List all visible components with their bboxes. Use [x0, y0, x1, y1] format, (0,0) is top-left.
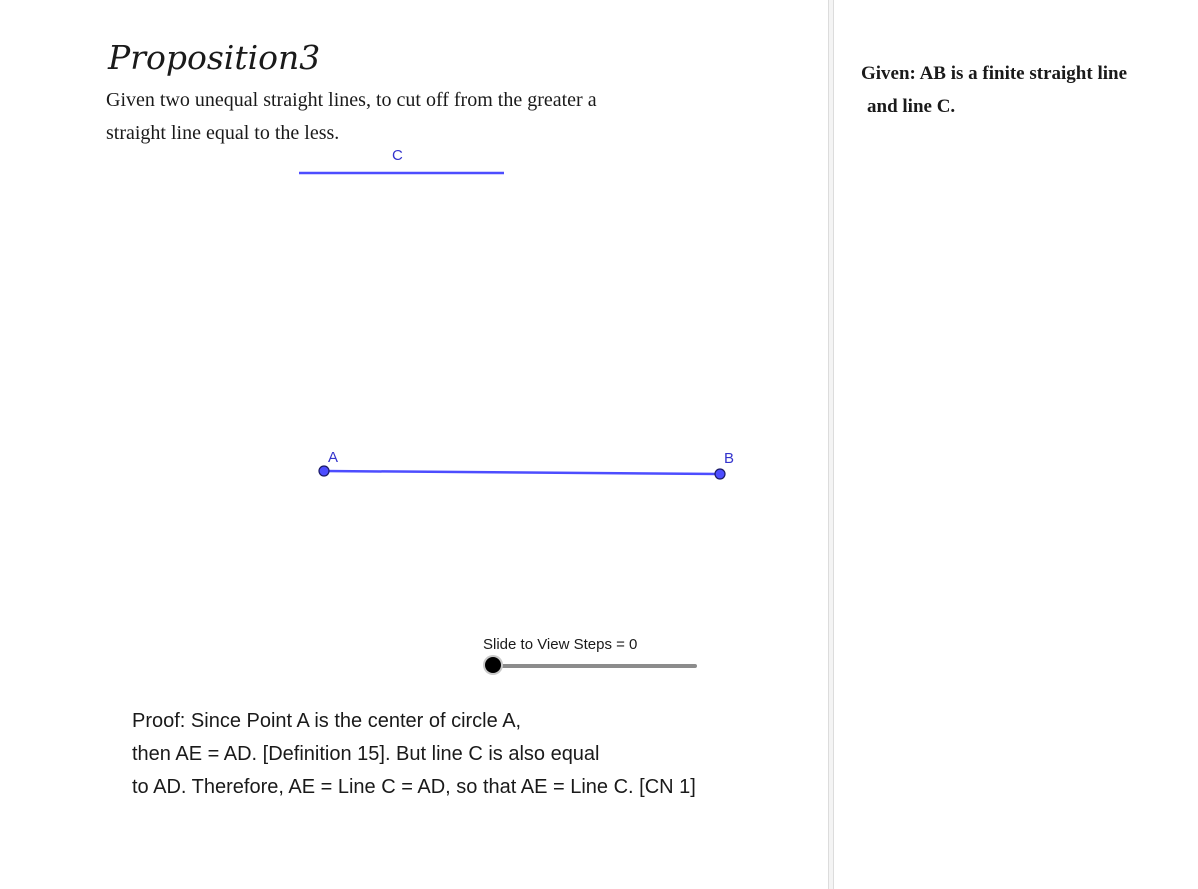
- slider-track[interactable]: [494, 664, 697, 668]
- point-b-label: B: [724, 450, 735, 467]
- statement-line-2: straight line equal to the less.: [106, 122, 340, 144]
- given-line-1: Given: AB is a finite straight line: [861, 63, 1127, 84]
- proposition-title: Proposition3: [108, 38, 321, 77]
- side-panel: [834, 0, 1198, 889]
- given-line-2: and line C.: [867, 96, 956, 117]
- point-b[interactable]: [715, 469, 725, 479]
- proof-line-2: then AE = AD. [Definition 15]. But line C is also equal: [132, 743, 600, 765]
- steps-slider[interactable]: [480, 634, 710, 680]
- statement-line-1: Given two unequal straight lines, to cut off from the greater a: [106, 89, 597, 111]
- point-a-label: A: [328, 449, 339, 466]
- point-a[interactable]: [319, 466, 329, 476]
- segment-ab[interactable]: [324, 471, 720, 474]
- slider-caption: Slide to View Steps = 0: [483, 636, 638, 653]
- given-text: [861, 57, 1127, 123]
- proof-line-3: to AD. Therefore, AE = Line C = AD, so that AE = Line C. [CN 1]: [132, 776, 696, 798]
- slider-knob[interactable]: [485, 657, 501, 673]
- proof-line-1: Proof: Since Point A is the center of circle A,: [132, 710, 522, 732]
- segment-c-label: C: [392, 147, 403, 164]
- proof-text: [132, 705, 696, 804]
